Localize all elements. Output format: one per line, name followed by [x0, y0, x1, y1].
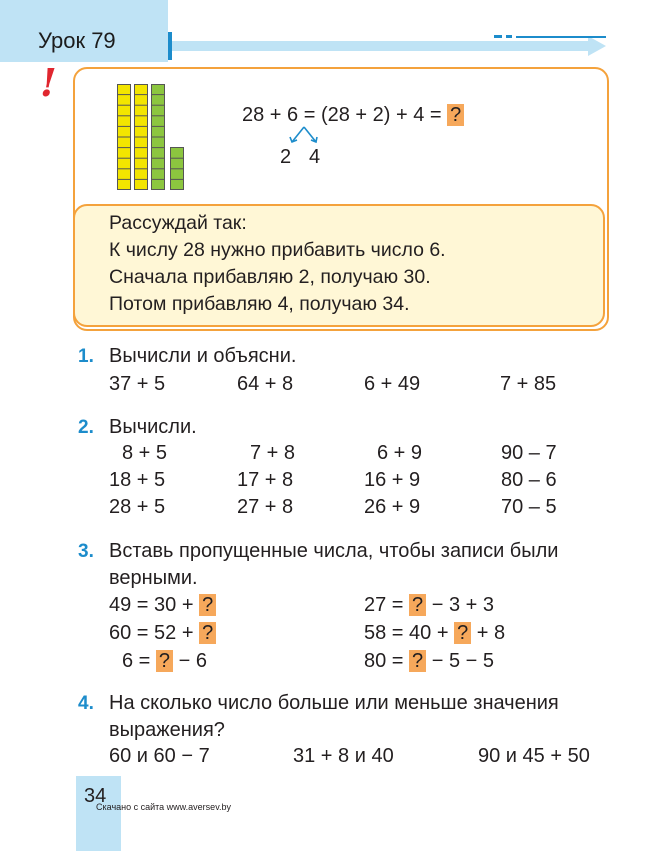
- expression: 8 + 5: [122, 442, 168, 464]
- expression-part: 58 = 40 +: [364, 622, 449, 644]
- expression-part: − 3 + 3: [431, 594, 495, 616]
- rule-line: Рассуждай так:: [109, 212, 247, 234]
- expression: 31 + 8 и 40: [293, 745, 394, 767]
- rod-grid: [117, 84, 187, 191]
- expression: 6 + 49: [364, 373, 421, 395]
- answer-box[interactable]: ?: [199, 622, 216, 644]
- answer-box[interactable]: ?: [156, 650, 173, 672]
- header-strip: [172, 41, 592, 51]
- expression: 18 + 5: [109, 469, 166, 491]
- expression-part: 27 =: [364, 594, 404, 616]
- header-dash: [506, 35, 512, 38]
- expression: 37 + 5: [109, 373, 166, 395]
- expression-part: 49 = 30 +: [109, 594, 194, 616]
- expression-part: + 8: [476, 622, 506, 644]
- rule-line: К числу 28 нужно прибавить число 6.: [109, 239, 446, 261]
- split-b: 4: [309, 146, 321, 168]
- expression: 90 – 7: [501, 442, 557, 464]
- fill-in-expression: [364, 622, 505, 645]
- page-number: 34: [84, 785, 107, 807]
- expression-part: − 5 − 5: [431, 650, 495, 672]
- expression: 26 + 9: [364, 496, 421, 518]
- answer-box[interactable]: ?: [199, 594, 216, 616]
- expression-part: − 6: [178, 650, 207, 672]
- expression: 28 + 5: [109, 496, 166, 518]
- header-dash: [494, 35, 502, 38]
- expression: 27 + 8: [237, 496, 294, 518]
- expression: 70 – 5: [501, 496, 557, 518]
- fill-in-expression: [364, 650, 494, 673]
- lesson-title: Урок 79: [38, 28, 116, 53]
- equation-text: 28 + 6 = (28 + 2) + 4 =: [242, 104, 442, 126]
- task-text: Вычисли.: [109, 416, 197, 438]
- task-text: выражения?: [109, 719, 225, 741]
- rule-line: Потом прибавляю 4, получаю 34.: [109, 293, 410, 315]
- header-arrow-icon: [588, 36, 606, 56]
- source-credit: Скачано с сайта www.aversev.by: [96, 802, 232, 812]
- task-number: 1.: [78, 346, 94, 367]
- expression: 6 + 9: [377, 442, 423, 464]
- task-text: На сколько число больше или меньше значения: [109, 692, 559, 714]
- exclamation-icon: !: [40, 60, 57, 105]
- task-text: верными.: [109, 567, 198, 589]
- expression: 7 + 8: [250, 442, 296, 464]
- example-equation: [242, 104, 464, 127]
- expression: 60 и 60 − 7: [109, 745, 210, 767]
- expression: 80 – 6: [501, 469, 557, 491]
- task-text: Вычисли и объясни.: [109, 345, 297, 367]
- expression-part: 80 =: [364, 650, 404, 672]
- fill-in-expression: [109, 622, 216, 645]
- expression: 17 + 8: [237, 469, 294, 491]
- expression: 7 + 85: [500, 373, 557, 395]
- fill-in-expression: [122, 650, 207, 673]
- expression: 90 и 45 + 50: [478, 745, 590, 767]
- expression-part: 6 =: [122, 650, 151, 672]
- rule-line: Сначала прибавляю 2, получаю 30.: [109, 266, 431, 288]
- answer-box[interactable]: ?: [409, 650, 426, 672]
- expression: 16 + 9: [364, 469, 421, 491]
- answer-box[interactable]: ?: [409, 594, 426, 616]
- answer-box[interactable]: ?: [454, 622, 471, 644]
- fill-in-expression: [109, 594, 216, 617]
- question-box: ?: [447, 104, 464, 126]
- fill-in-expression: [364, 594, 494, 617]
- task-number: 4.: [78, 693, 94, 714]
- expression: 64 + 8: [237, 373, 294, 395]
- task-number: 3.: [78, 541, 94, 562]
- header-line: [516, 36, 606, 38]
- task-number: 2.: [78, 417, 94, 438]
- split-a: 2: [280, 146, 292, 168]
- expression-part: 60 = 52 +: [109, 622, 194, 644]
- task-text: Вставь пропущенные числа, чтобы записи были: [109, 540, 559, 562]
- split-arrows-icon: [284, 124, 324, 146]
